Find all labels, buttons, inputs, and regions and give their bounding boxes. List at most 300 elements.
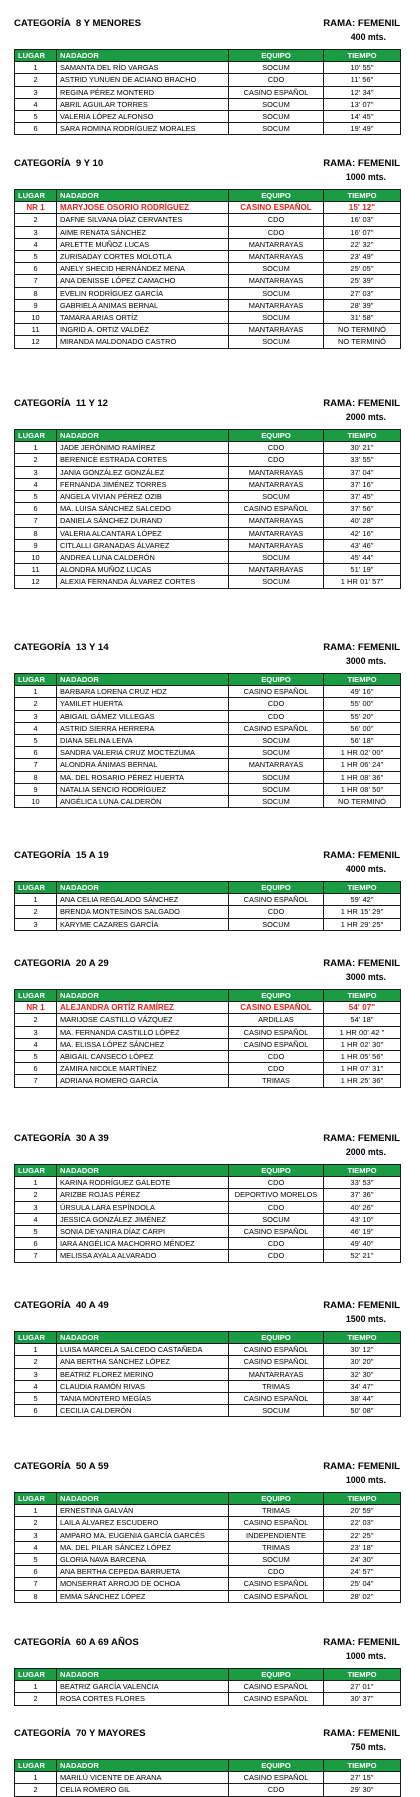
cell-nadador: JANIA GONZÁLEZ GONZÁLEZ (57, 466, 229, 478)
cell-equipo: TRIMAS (229, 1380, 324, 1392)
cell-equipo: MANTARRAYAS (229, 759, 324, 771)
table-row (15, 299, 401, 311)
cell-nadador: ALEXIA FERNANDA ÁLVAREZ CORTES (57, 576, 229, 588)
header-equipo: EQUIPO (229, 50, 324, 62)
header-row (15, 1760, 401, 1772)
cell-tiempo: 56' 00" (324, 722, 401, 734)
table-row (15, 1578, 401, 1590)
distance-label: 2000 mts. (345, 412, 386, 422)
cell-equipo: SOCUM (229, 263, 324, 275)
cell-nadador: SAMANTA DEL RÍO VARGAS (57, 62, 229, 74)
cell-tiempo: 13' 07" (324, 98, 401, 110)
cell-nadador: ABIGAIL GÁMEZ VILLEGAS (57, 710, 229, 722)
header-equipo: EQUIPO (229, 430, 324, 442)
cell-tiempo: 40' 26" (324, 1201, 401, 1213)
cell-tiempo: 49' 16" (324, 686, 401, 698)
cell-tiempo: 1 HR 02' 00" (324, 747, 401, 759)
category-title: CATEGORÍA 13 Y 14 (14, 642, 109, 653)
cell-lugar: 2 (15, 454, 57, 466)
cell-nadador: MELISSA AYALA ALVARADO (57, 1250, 229, 1262)
cell-tiempo: 10' 55" (324, 62, 401, 74)
cell-equipo: CDO (229, 698, 324, 710)
distance-label: 750 mts. (350, 1742, 386, 1752)
table-row (15, 287, 401, 299)
results-table (14, 49, 401, 135)
table-row (15, 527, 401, 539)
cell-equipo: CDO (229, 1238, 324, 1250)
table-row (15, 1590, 401, 1602)
header-row (15, 990, 401, 1002)
table-row (15, 1368, 401, 1380)
cell-equipo: CDO (229, 74, 324, 86)
cell-tiempo: 30' 12" (324, 1344, 401, 1356)
cell-tiempo: 45' 44" (324, 552, 401, 564)
cell-lugar: 1 (15, 1505, 57, 1517)
cell-lugar: 1 (15, 894, 57, 906)
cell-lugar: 6 (15, 1405, 57, 1417)
cell-tiempo: 43' 10" (324, 1213, 401, 1225)
cell-lugar: 7 (15, 515, 57, 527)
cell-tiempo: 33' 55" (324, 454, 401, 466)
cell-nadador: MONSERRAT ARROJO DE OCHOA (57, 1578, 229, 1590)
cell-lugar: 5 (15, 1393, 57, 1405)
cell-nadador: LUISA MARCELA SALCEDO CASTAÑEDA (57, 1344, 229, 1356)
cell-nadador: ZURISADAY CORTES MOLOTLA (57, 251, 229, 263)
cell-tiempo: 30' 21" (324, 442, 401, 454)
cell-nadador: CLAUDIA RAMÓN RIVAS (57, 1380, 229, 1392)
cell-lugar: 1 (15, 442, 57, 454)
table-row (15, 1038, 401, 1050)
header-row (15, 1493, 401, 1505)
cell-nadador: MARIJOSE CASTILLO VÁZQUEZ (57, 1014, 229, 1026)
results-table (14, 189, 401, 349)
table-row (15, 698, 401, 710)
category-title: CATEGORÍA 50 A 59 (14, 1461, 109, 1472)
cell-equipo: CASINO ESPAÑOL (229, 503, 324, 515)
table-row (15, 1405, 401, 1417)
category-title: CATEGORÍA 40 A 49 (14, 1300, 109, 1311)
cell-tiempo: 12' 34" (324, 86, 401, 98)
cell-lugar: 2 (15, 1693, 57, 1705)
table-row (15, 336, 401, 348)
table-row (15, 1177, 401, 1189)
cell-lugar: 9 (15, 299, 57, 311)
category-title: CATEGORIA 20 A 29 (14, 958, 109, 969)
cell-nadador: BERENICE ESTRADA CORTES (57, 454, 229, 466)
cell-tiempo: 27' 03" (324, 287, 401, 299)
cell-nadador: YAMILET HUERTA (57, 698, 229, 710)
cell-tiempo: 15' 12" (324, 202, 401, 214)
cell-nadador: ANA BERTHA CEPEDA BARRUETA (57, 1566, 229, 1578)
table-row (15, 1226, 401, 1238)
header-equipo: EQUIPO (229, 190, 324, 202)
table-row (15, 1051, 401, 1063)
cell-lugar: 6 (15, 503, 57, 515)
cell-tiempo: 54' 07" (324, 1002, 401, 1014)
table-row (15, 1213, 401, 1225)
cell-lugar: 3 (15, 1201, 57, 1213)
cell-lugar: 8 (15, 771, 57, 783)
cell-tiempo: 37' 45" (324, 491, 401, 503)
table-row (15, 710, 401, 722)
cell-equipo: MANTARRAYAS (229, 564, 324, 576)
cell-nadador: MA. ELISSA LÓPEZ SÁNCHEZ (57, 1038, 229, 1050)
header-nadador: NADADOR (57, 1165, 229, 1177)
cell-nadador: ANELY SHECID HERNÁNDEZ MENA (57, 263, 229, 275)
cell-lugar: 2 (15, 698, 57, 710)
header-lugar: LUGAR (15, 1165, 57, 1177)
cell-equipo: TRIMAS (229, 1075, 324, 1087)
cell-nadador: ANA BERTHA SÁNCHEZ LÓPEZ (57, 1356, 229, 1368)
results-table (14, 1668, 401, 1706)
cell-nadador: MIRANDA MALDONADO CASTRO (57, 336, 229, 348)
cell-equipo: TRIMAS (229, 1541, 324, 1553)
cell-equipo: SOCUM (229, 1213, 324, 1225)
cell-tiempo: 1 HR 25' 36" (324, 1075, 401, 1087)
table-row (15, 747, 401, 759)
cell-tiempo: 14' 45" (324, 111, 401, 123)
cell-nadador: AMPARO MA. EUGENIA GARCÍA GARCÉS (57, 1529, 229, 1541)
table-row (15, 1250, 401, 1262)
cell-lugar: 10 (15, 796, 57, 808)
cell-equipo: CASINO ESPAÑOL (229, 1693, 324, 1705)
cell-equipo: SOCUM (229, 98, 324, 110)
cell-lugar: 2 (15, 1356, 57, 1368)
cell-lugar: 10 (15, 312, 57, 324)
header-tiempo: TIEMPO (324, 1165, 401, 1177)
cell-tiempo: 32' 30" (324, 1368, 401, 1380)
cell-tiempo: 16' 07" (324, 226, 401, 238)
cell-nadador: MA. LUISA SÁNCHEZ SALCEDO (57, 503, 229, 515)
cell-tiempo: 1 HR 06' 24" (324, 759, 401, 771)
cell-tiempo: 1 HR 05' 56" (324, 1051, 401, 1063)
header-tiempo: TIEMPO (324, 1760, 401, 1772)
cell-tiempo: 28' 02" (324, 1590, 401, 1602)
cell-lugar: 8 (15, 527, 57, 539)
cell-equipo: SOCUM (229, 111, 324, 123)
cell-nadador: SARA ROMINA RODRÍGUEZ MORALES (57, 123, 229, 135)
cell-lugar: 2 (15, 214, 57, 226)
table-row (15, 1393, 401, 1405)
cell-nadador: IARA ANGÉLICA MACHORRO MÉNDEZ (57, 1238, 229, 1250)
cell-equipo: CASINO ESPAÑOL (229, 1681, 324, 1693)
cell-tiempo: 40' 28" (324, 515, 401, 527)
header-tiempo: TIEMPO (324, 430, 401, 442)
table-row (15, 1201, 401, 1213)
table-row (15, 86, 401, 98)
category-title: CATEGORÍA 9 Y 10 (14, 158, 104, 169)
cell-lugar: 2 (15, 906, 57, 918)
distance-label: 4000 mts. (345, 864, 386, 874)
cell-equipo: CDO (229, 1566, 324, 1578)
cell-equipo: CASINO ESPAÑOL (229, 202, 324, 214)
cell-nadador: BEATRIZ FLOREZ MERINO (57, 1368, 229, 1380)
cell-nadador: ABIGAIL CANSECO LÓPEZ (57, 1051, 229, 1063)
cell-tiempo: 19' 49" (324, 123, 401, 135)
cell-nadador: GABRIELA ANIMAS BERNAL (57, 299, 229, 311)
table-row (15, 1075, 401, 1087)
header-nadador: NADADOR (57, 990, 229, 1002)
cell-equipo: SOCUM (229, 1405, 324, 1417)
cell-equipo: MANTARRAYAS (229, 478, 324, 490)
header-lugar: LUGAR (15, 1493, 57, 1505)
table-row (15, 74, 401, 86)
cell-equipo: CASINO ESPAÑOL (229, 1038, 324, 1050)
distance-label: 3000 mts. (345, 972, 386, 982)
cell-equipo: CDO (229, 454, 324, 466)
cell-nadador: KARYME CAZARES GARCÍA (57, 918, 229, 930)
cell-tiempo: 25' 04" (324, 1578, 401, 1590)
cell-nadador: VALERIA ALCANTARA LÓPEZ (57, 527, 229, 539)
cell-nadador: MA. DEL PILAR SÁNCEZ LÓPEZ (57, 1541, 229, 1553)
cell-lugar: 7 (15, 759, 57, 771)
cell-tiempo: 1 HR 00' 42 " (324, 1026, 401, 1038)
cell-nadador: BRENDA MONTESINOS SALGADO (57, 906, 229, 918)
table-row (15, 123, 401, 135)
header-equipo: EQUIPO (229, 1493, 324, 1505)
cell-equipo: MANTARRAYAS (229, 527, 324, 539)
results-table (14, 1492, 401, 1603)
cell-tiempo: 54' 18" (324, 1014, 401, 1026)
header-lugar: LUGAR (15, 430, 57, 442)
cell-lugar: 4 (15, 1038, 57, 1050)
header-tiempo: TIEMPO (324, 990, 401, 1002)
table-row (15, 98, 401, 110)
table-row (15, 796, 401, 808)
header-tiempo: TIEMPO (324, 1493, 401, 1505)
cell-tiempo: 55' 20" (324, 710, 401, 722)
table-row (15, 1784, 401, 1796)
cell-equipo: CASINO ESPAÑOL (229, 894, 324, 906)
category-title: CATEGORÍA 11 Y 12 (14, 398, 109, 409)
header-equipo: EQUIPO (229, 1669, 324, 1681)
rama-label: RAMA: FEMENIL (323, 1637, 400, 1648)
cell-lugar: 3 (15, 86, 57, 98)
rama-label: RAMA: FEMENIL (323, 398, 400, 409)
cell-equipo: MANTARRAYAS (229, 275, 324, 287)
cell-tiempo: 24' 30" (324, 1554, 401, 1566)
cell-nadador: DANIELA SÁNCHEZ DURAND (57, 515, 229, 527)
cell-nadador: REGINA PÉREZ MONTERD (57, 86, 229, 98)
table-row (15, 1014, 401, 1026)
cell-lugar: 1 (15, 1681, 57, 1693)
cell-equipo: CDO (229, 226, 324, 238)
cell-nadador: ZAMIRA NICOLE MARTÍNEZ (57, 1063, 229, 1075)
cell-lugar: 3 (15, 710, 57, 722)
cell-tiempo: 37' 04" (324, 466, 401, 478)
cell-nadador: ANA CELIA REGALADO SÁNCHEZ (57, 894, 229, 906)
cell-equipo: SOCUM (229, 1554, 324, 1566)
table-row (15, 759, 401, 771)
cell-lugar: 3 (15, 1529, 57, 1541)
cell-equipo: CDO (229, 1063, 324, 1075)
cell-nadador: TAMARA ARIAS ORTÍZ (57, 312, 229, 324)
header-lugar: LUGAR (15, 190, 57, 202)
table-row (15, 214, 401, 226)
cell-equipo: SOCUM (229, 796, 324, 808)
cell-lugar: 1 (15, 62, 57, 74)
cell-nadador: MARILÚ VICENTE DE ARANA (57, 1772, 229, 1784)
header-lugar: LUGAR (15, 1760, 57, 1772)
cell-nadador: BARBARA LORENA CRUZ HDZ (57, 686, 229, 698)
distance-label: 1500 mts. (345, 1314, 386, 1324)
distance-label: 2000 mts. (345, 1147, 386, 1157)
header-nadador: NADADOR (57, 1332, 229, 1344)
cell-tiempo: 43' 46" (324, 539, 401, 551)
cell-nadador: NATALIA SENCIO RODRÍGUEZ (57, 783, 229, 795)
distance-label: 1000 mts. (345, 1651, 386, 1661)
header-row (15, 882, 401, 894)
table-row (15, 491, 401, 503)
cell-nadador: FERNANDA JIMÉNEZ TORRES (57, 478, 229, 490)
cell-lugar: 6 (15, 263, 57, 275)
results-table (14, 673, 401, 808)
header-row (15, 1165, 401, 1177)
category-title: CATEGORÍA 15 A 19 (14, 850, 109, 861)
header-row (15, 50, 401, 62)
cell-tiempo: 49' 40" (324, 1238, 401, 1250)
header-equipo: EQUIPO (229, 1332, 324, 1344)
cell-tiempo: 1 HR 02' 30" (324, 1038, 401, 1050)
cell-tiempo: 56' 18" (324, 735, 401, 747)
cell-tiempo: 52' 21" (324, 1250, 401, 1262)
table-row (15, 111, 401, 123)
cell-tiempo: 1 HR 15' 29" (324, 906, 401, 918)
cell-lugar: 10 (15, 552, 57, 564)
table-row (15, 894, 401, 906)
cell-nadador: ANA DENISSE LÓPEZ CAMACHO (57, 275, 229, 287)
cell-lugar: 6 (15, 1063, 57, 1075)
cell-nadador: LAILA ÁLVAREZ ESCUDERO (57, 1517, 229, 1529)
cell-tiempo: 11' 56" (324, 74, 401, 86)
table-row (15, 515, 401, 527)
table-row (15, 1380, 401, 1392)
cell-tiempo: 24' 57" (324, 1566, 401, 1578)
cell-tiempo: 38' 44" (324, 1393, 401, 1405)
cell-tiempo: 46' 19" (324, 1226, 401, 1238)
cell-lugar: 5 (15, 1226, 57, 1238)
cell-lugar: 3 (15, 226, 57, 238)
cell-equipo: CDO (229, 1201, 324, 1213)
cell-equipo: CASINO ESPAÑOL (229, 1356, 324, 1368)
cell-tiempo: 25' 39" (324, 275, 401, 287)
cell-lugar: 2 (15, 74, 57, 86)
cell-lugar: 5 (15, 251, 57, 263)
cell-equipo: CASINO ESPAÑOL (229, 1393, 324, 1405)
cell-tiempo: 22' 25" (324, 1529, 401, 1541)
cell-equipo: CDO (229, 1784, 324, 1796)
cell-tiempo: 1 HR 07' 31" (324, 1063, 401, 1075)
cell-lugar: 3 (15, 1368, 57, 1380)
header-nadador: NADADOR (57, 430, 229, 442)
cell-lugar: 9 (15, 539, 57, 551)
table-row (15, 226, 401, 238)
cell-nadador: MARYJOSE OSORIO RODRÍGUEZ (57, 202, 229, 214)
cell-nadador: ARIZBE ROJAS PÉREZ (57, 1189, 229, 1201)
cell-nadador: VALERIA LÓPEZ ALFONSO (57, 111, 229, 123)
cell-lugar: 5 (15, 1554, 57, 1566)
table-row (15, 503, 401, 515)
table-row (15, 263, 401, 275)
table-row (15, 238, 401, 250)
cell-nadador: MA. DEL ROSARIO PÉREZ HUERTA (57, 771, 229, 783)
cell-tiempo: 23' 49" (324, 251, 401, 263)
cell-nadador: ROSA CORTES FLORES (57, 1693, 229, 1705)
cell-tiempo: 59' 42" (324, 894, 401, 906)
results-table (14, 429, 401, 589)
cell-lugar: 1 (15, 686, 57, 698)
table-row (15, 62, 401, 74)
cell-nadador: EVELIN RODRÍGUEZ GARCÍA (57, 287, 229, 299)
cell-tiempo: 55' 00" (324, 698, 401, 710)
cell-lugar: 3 (15, 1026, 57, 1038)
cell-tiempo: 1 HR 29' 25" (324, 918, 401, 930)
cell-equipo: CDO (229, 710, 324, 722)
cell-equipo: INDEPENDIENTE (229, 1529, 324, 1541)
cell-lugar: 6 (15, 747, 57, 759)
header-nadador: NADADOR (57, 674, 229, 686)
header-row (15, 1669, 401, 1681)
cell-lugar: 11 (15, 324, 57, 336)
cell-equipo: MANTARRAYAS (229, 466, 324, 478)
results-table (14, 1164, 401, 1263)
cell-tiempo: NO TERMINÓ (324, 324, 401, 336)
cell-equipo: TRIMAS (229, 1505, 324, 1517)
cell-equipo: CASINO ESPAÑOL (229, 1517, 324, 1529)
table-row (15, 202, 401, 214)
table-row (15, 1063, 401, 1075)
cell-equipo: MANTARRAYAS (229, 539, 324, 551)
header-equipo: EQUIPO (229, 990, 324, 1002)
cell-tiempo: 37' 56" (324, 503, 401, 515)
cell-nadador: ASTRID YUNUEN DE ACIANO BRACHO (57, 74, 229, 86)
cell-equipo: SOCUM (229, 747, 324, 759)
cell-lugar: 5 (15, 1051, 57, 1063)
cell-equipo: CASINO ESPAÑOL (229, 1226, 324, 1238)
cell-tiempo: 37' 16" (324, 478, 401, 490)
cell-equipo: SOCUM (229, 552, 324, 564)
cell-lugar: 2 (15, 1014, 57, 1026)
cell-lugar: 12 (15, 336, 57, 348)
cell-lugar: 4 (15, 1213, 57, 1225)
cell-lugar: 7 (15, 275, 57, 287)
header-row (15, 190, 401, 202)
header-nadador: NADADOR (57, 1669, 229, 1681)
cell-equipo: MANTARRAYAS (229, 251, 324, 263)
cell-equipo: SOCUM (229, 287, 324, 299)
table-row (15, 1566, 401, 1578)
table-row (15, 442, 401, 454)
cell-equipo: CASINO ESPAÑOL (229, 1578, 324, 1590)
category-title: CATEGORÍA 60 A 69 AÑOS (14, 1637, 139, 1648)
distance-label: 1000 mts. (345, 1475, 386, 1485)
cell-lugar: 5 (15, 111, 57, 123)
distance-label: 3000 mts. (345, 656, 386, 666)
cell-tiempo: 22' 03" (324, 1517, 401, 1529)
table-row (15, 722, 401, 734)
cell-lugar: 3 (15, 918, 57, 930)
cell-equipo: SOCUM (229, 123, 324, 135)
cell-lugar: 2 (15, 1189, 57, 1201)
header-tiempo: TIEMPO (324, 882, 401, 894)
header-equipo: EQUIPO (229, 1760, 324, 1772)
cell-lugar: 8 (15, 287, 57, 299)
rama-label: RAMA: FEMENIL (323, 1461, 400, 1472)
header-nadador: NADADOR (57, 1493, 229, 1505)
table-row (15, 1238, 401, 1250)
header-lugar: LUGAR (15, 1669, 57, 1681)
cell-equipo: SOCUM (229, 491, 324, 503)
